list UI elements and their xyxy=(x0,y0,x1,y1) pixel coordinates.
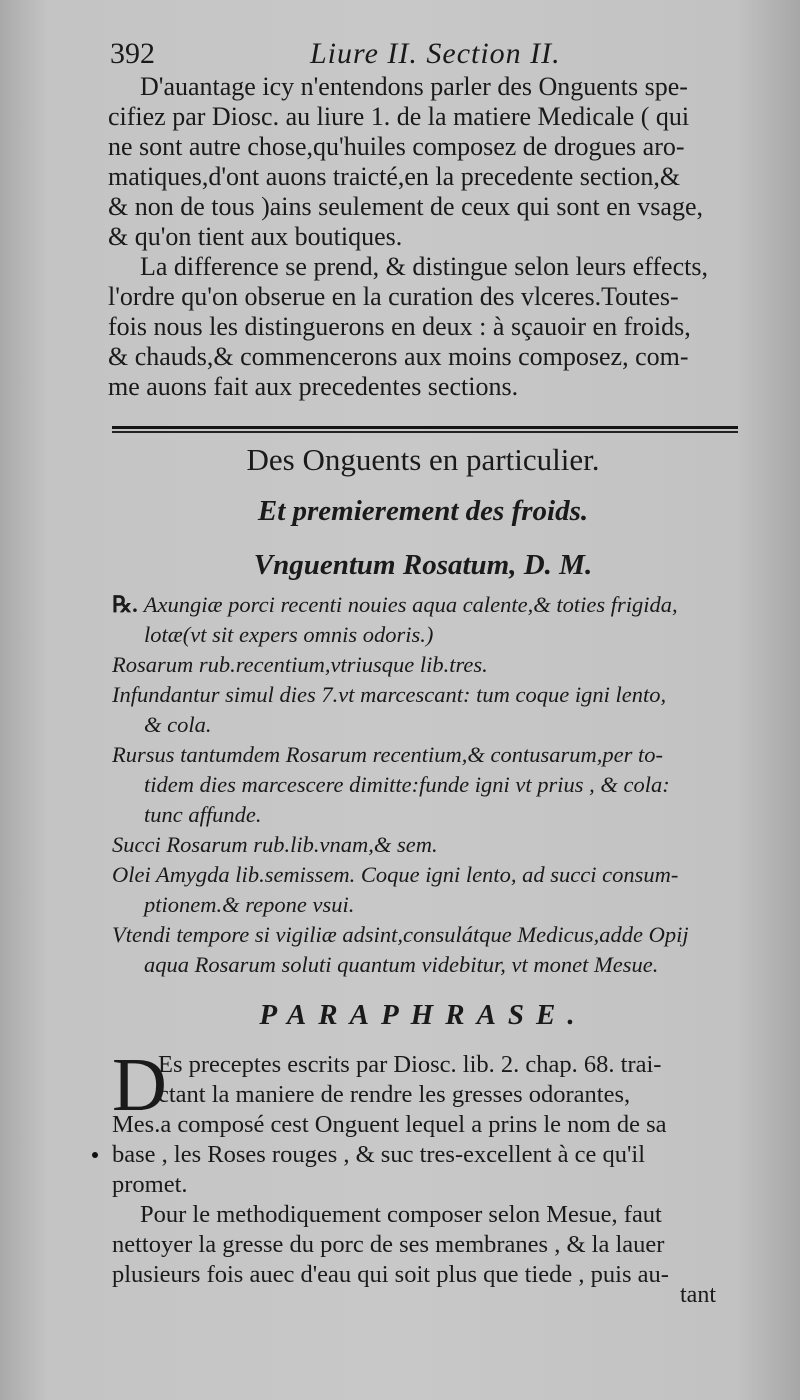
rx-symbol: ℞. xyxy=(112,592,138,617)
recipe-line: Rursus tantumdem Rosarum recentium,& contusarum,per to- xyxy=(112,742,663,767)
recipe-line: Succi Rosarum rub.lib.vnam,& sem. xyxy=(112,832,438,857)
recipe-block xyxy=(112,590,740,980)
text-line: ne sont autre chose,qu'huiles composez de drogues aro- xyxy=(108,132,685,161)
text-line: Pour le methodiquement composer selon Mesue, faut xyxy=(140,1201,662,1228)
recipe-line: ptionem.& repone vsui. xyxy=(144,892,355,917)
section-heading: Des Onguents en particulier. xyxy=(246,442,600,477)
recipe-line: Vtendi tempore si vigiliæ adsint,consulátque Medicus,adde Opij xyxy=(112,922,689,947)
text-line: D'auantage icy n'entendons parler des Onguents spe- xyxy=(140,72,688,101)
drop-cap: D xyxy=(112,1043,167,1127)
text-line: Mes.a composé cest Onguent lequel a prins le nom de sa xyxy=(112,1111,667,1138)
recipe-line: Rosarum rub.recentium,vtriusque lib.tres. xyxy=(112,652,488,677)
text-line: fois nous les distinguerons en deux : à sçauoir en froids, xyxy=(108,312,691,341)
ink-spot xyxy=(92,1152,98,1158)
text-line: cifiez par Diosc. au liure 1. de la matiere Medicale ( qui xyxy=(108,102,690,131)
text-line: plusieurs fois auec d'eau qui soit plus que tiede , puis au- xyxy=(112,1261,669,1288)
page-header xyxy=(110,36,730,72)
running-title: Liure II. Section II. xyxy=(310,37,561,70)
page-number: 392 xyxy=(110,37,155,70)
recipe-line: & cola. xyxy=(144,712,212,737)
text-line: nettoyer la gresse du porc de ses membranes , & la lauer xyxy=(112,1231,665,1258)
paraphrase-text xyxy=(112,1043,742,1290)
text-line: La difference se prend, & distingue selon leurs effects, xyxy=(140,252,708,281)
sub-heading: Et premierement des froids. xyxy=(257,495,589,527)
recipe-line: aqua Rosarum soluti quantum videbitur, vt monet Mesue. xyxy=(144,952,659,977)
recipe-line: tunc affunde. xyxy=(144,802,262,827)
text-line: & chauds,& commencerons aux moins composez, com- xyxy=(108,342,689,371)
recipe-line: Infundantur simul dies 7.vt marcescant: tum coque igni lento, xyxy=(112,682,667,707)
text-line: ctant la maniere de rendre les gresses odorantes, xyxy=(158,1081,631,1108)
catchword: tant xyxy=(680,1282,716,1308)
intro-text xyxy=(108,72,738,402)
recipe-line: tidem dies marcescere dimitte:funde igni vt prius , & cola: xyxy=(144,772,670,797)
text-line: promet. xyxy=(112,1171,188,1198)
text-line: & non de tous )ains seulement de ceux qui sont en vsage, xyxy=(108,192,703,221)
paraphrase-title: PARAPHRASE. xyxy=(259,999,587,1031)
recipe-line: Axungiæ porci recenti nouies aqua calente,& toties frigida, xyxy=(143,592,678,617)
text-line: me auons fait aux precedentes sections. xyxy=(108,372,519,401)
text-line: matiques,d'ont auons traicté,en la precedente section,& xyxy=(108,162,681,191)
recipe-line: lotæ(vt sit expers omnis odoris.) xyxy=(144,622,434,647)
recipe-title: Vnguentum Rosatum, D. M. xyxy=(253,549,593,581)
recipe-line: Olei Amygda lib.semissem. Coque igni lento, ad succi consum- xyxy=(112,862,679,887)
text-line: l'ordre qu'on obserue en la curation des vlceres.Toutes- xyxy=(108,282,679,311)
section-divider xyxy=(112,426,738,434)
text-line: & qu'on tient aux boutiques. xyxy=(108,222,403,251)
text-line: base , les Roses rouges , & suc tres-excellent à ce qu'il xyxy=(112,1141,646,1168)
text-line: Es preceptes escrits par Diosc. lib. 2. chap. 68. trai- xyxy=(158,1051,662,1078)
